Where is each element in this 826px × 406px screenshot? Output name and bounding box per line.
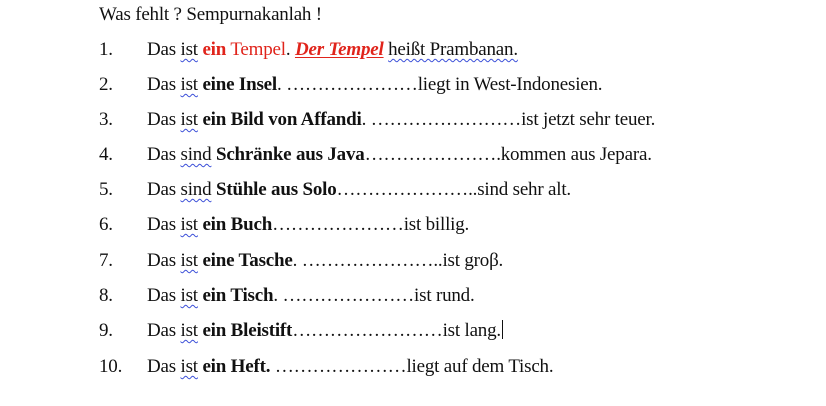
- verb-spellcheck: ist: [180, 320, 198, 341]
- bold-phrase: Stühle aus Solo: [215, 179, 337, 200]
- subject-das: Das: [147, 320, 176, 341]
- item-sentence: [147, 74, 602, 96]
- blank-dots[interactable]: …………………..: [301, 250, 443, 271]
- item-number: 3.: [99, 109, 113, 130]
- blank-dots[interactable]: …………………..: [336, 179, 478, 200]
- item-sentence: [147, 39, 518, 61]
- blank-dots[interactable]: …………………: [272, 214, 404, 235]
- bold-phrase: ein Bleistift: [202, 320, 293, 341]
- verb-spellcheck: sind: [180, 144, 212, 165]
- blank-dots[interactable]: ……………………: [292, 320, 443, 341]
- phrase-punctuation: .: [273, 285, 283, 306]
- rest-of-sentence: ist lang.: [442, 320, 501, 341]
- bold-phrase: ein Heft.: [202, 356, 271, 377]
- item-number: 8.: [99, 285, 113, 306]
- item-number: 4.: [99, 144, 113, 165]
- rest-of-sentence: sind sehr alt.: [477, 179, 571, 200]
- blank-dots[interactable]: …………………: [274, 356, 407, 377]
- rest-of-sentence: ist billig.: [403, 214, 470, 235]
- subject-das: Das: [147, 214, 176, 235]
- item-sentence: [147, 285, 475, 307]
- item-number: 5.: [99, 179, 113, 200]
- filled-answer: Der Tempel: [294, 39, 384, 60]
- phrase-punctuation: .: [276, 74, 287, 95]
- subject-das: Das: [147, 179, 176, 200]
- verb-spellcheck: ist: [180, 356, 198, 377]
- rest-of-sentence: ist rund.: [414, 285, 475, 306]
- subject-das: Das: [147, 109, 176, 130]
- item-sentence: [147, 250, 503, 272]
- verb-spellcheck: ist: [180, 74, 198, 95]
- rest-of-sentence: liegt auf dem Tisch.: [406, 356, 554, 377]
- item-number: 1.: [99, 39, 113, 60]
- blank-dots[interactable]: …………………: [286, 74, 418, 95]
- rest-of-sentence: kommen aus Jepara.: [500, 144, 652, 165]
- item-sentence: [147, 320, 503, 342]
- bold-phrase: eine Tasche: [202, 250, 293, 271]
- sentence-period: .: [285, 39, 295, 60]
- bold-phrase: ein Bild von Affandi: [202, 109, 362, 130]
- phrase-punctuation: .: [361, 109, 371, 130]
- verb-spellcheck: sind: [180, 179, 212, 200]
- item-sentence: [147, 144, 652, 166]
- subject-das: Das: [147, 74, 176, 95]
- verb-spellcheck: ist: [180, 285, 198, 306]
- item-sentence: [147, 109, 655, 131]
- verb-spellcheck: ist: [180, 109, 198, 130]
- item-number: 7.: [99, 250, 113, 271]
- blank-dots[interactable]: ……………………: [370, 109, 522, 130]
- subject-das: Das: [147, 250, 176, 271]
- subject-das: Das: [147, 144, 176, 165]
- rest-of-sentence: ist jetzt sehr teuer.: [521, 109, 656, 130]
- item-sentence: [147, 356, 553, 378]
- phrase-punctuation: .: [292, 250, 302, 271]
- blank-dots[interactable]: …………………: [282, 285, 415, 306]
- noun-tempel: Tempel: [230, 39, 286, 60]
- item-number: 6.: [99, 214, 113, 235]
- item-number: 2.: [99, 74, 113, 95]
- article-ein: ein: [202, 39, 227, 60]
- bold-phrase: eine Insel: [202, 74, 277, 95]
- text-cursor: [502, 320, 503, 339]
- item-number: 9.: [99, 320, 113, 341]
- subject-das: Das: [147, 285, 176, 306]
- item-number: 10.: [99, 356, 123, 377]
- item-sentence: [147, 214, 469, 236]
- verb-spellcheck: ist: [180, 214, 198, 235]
- subject-das: Das: [147, 39, 176, 60]
- subject-das: Das: [147, 356, 176, 377]
- bold-phrase: ein Buch: [202, 214, 273, 235]
- bold-phrase: ein Tisch: [202, 285, 274, 306]
- verb-spellcheck: ist: [180, 250, 198, 271]
- item-sentence: [147, 179, 571, 201]
- rest-of-sentence: heißt Prambanan.: [388, 39, 518, 60]
- verb-spellcheck-ist: ist: [180, 39, 198, 60]
- bold-phrase: Schränke aus Java: [215, 144, 365, 165]
- rest-of-sentence: liegt in West-Indonesien.: [417, 74, 603, 95]
- rest-of-sentence: ist groβ.: [442, 250, 504, 271]
- exercise-title: Was fehlt ? Sempurnakanlah !: [99, 4, 322, 25]
- blank-dots[interactable]: ………………….: [364, 144, 501, 165]
